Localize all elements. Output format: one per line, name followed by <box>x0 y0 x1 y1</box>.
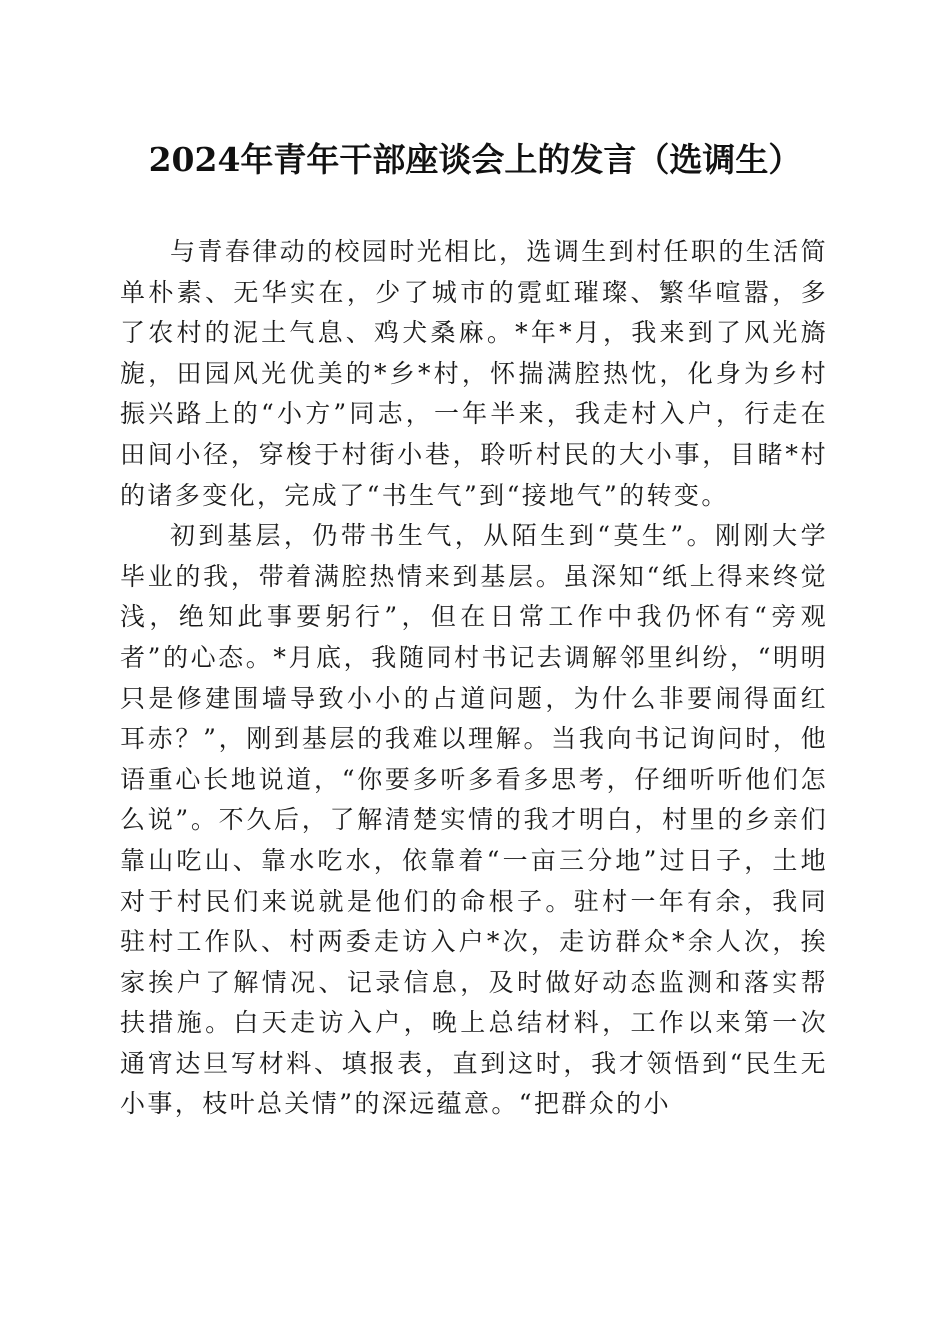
page-title: 2024年青年干部座谈会上的发言（选调生） <box>148 140 802 179</box>
paragraph-2: 初到基层，仍带书生气，从陌生到“莫生”。刚刚大学毕业的我，带着满腔热情来到基层。虽深知“纸上得来终觉浅，绝知此事要躬行”，但在日常工作中我仍怀有“旁观者”的心态。*月底，我随同村书记去调解邻里纠纷，“明明只是修建围墙导致小小的占道问题，为什么非要闹得面红耳赤？”，刚到基层的我难以理解。当我向书记询问时，他语重心长地说道，“你要多听多看多思考，仔细听听他们怎么说”。不久后，了解清楚实情的我才明白，村里的乡亲们靠山吃山、靠水吃水，依靠着“一亩三分地”过日子，土地对于村民们来说就是他们的命根子。驻村一年有余，我同驻村工作队、村两委走访入户*次，走访群众*余人次，挨家挨户了解情况、记录信息，及时做好动态监测和落实帮扶措施。白天走访入户，晚上总结材料，工作以来第一次通宵达旦写材料、填报表，直到这时，我才领悟到“民生无小事，枝叶总关情”的深远蕴意。“把群众的小 <box>120 521 828 1119</box>
paragraph-1: 与青春律动的校园时光相比，选调生到村任职的生活简单朴素、无华实在，少了城市的霓虹璀璨、繁华喧嚣，多了农村的泥土气息、鸡犬桑麻。*年*月，我来到了风光旖旎，田园风光优美的*乡*村，怀揣满腔热忱，化身为乡村振兴路上的“小方”同志，一年半来，我走村入户，行走在田间小径，穿梭于村街小巷，聆听村民的大小事，目睹*村的诸多变化，完成了“书生气”到“接地气”的转变。 <box>120 237 828 510</box>
document-body <box>120 232 828 1125</box>
